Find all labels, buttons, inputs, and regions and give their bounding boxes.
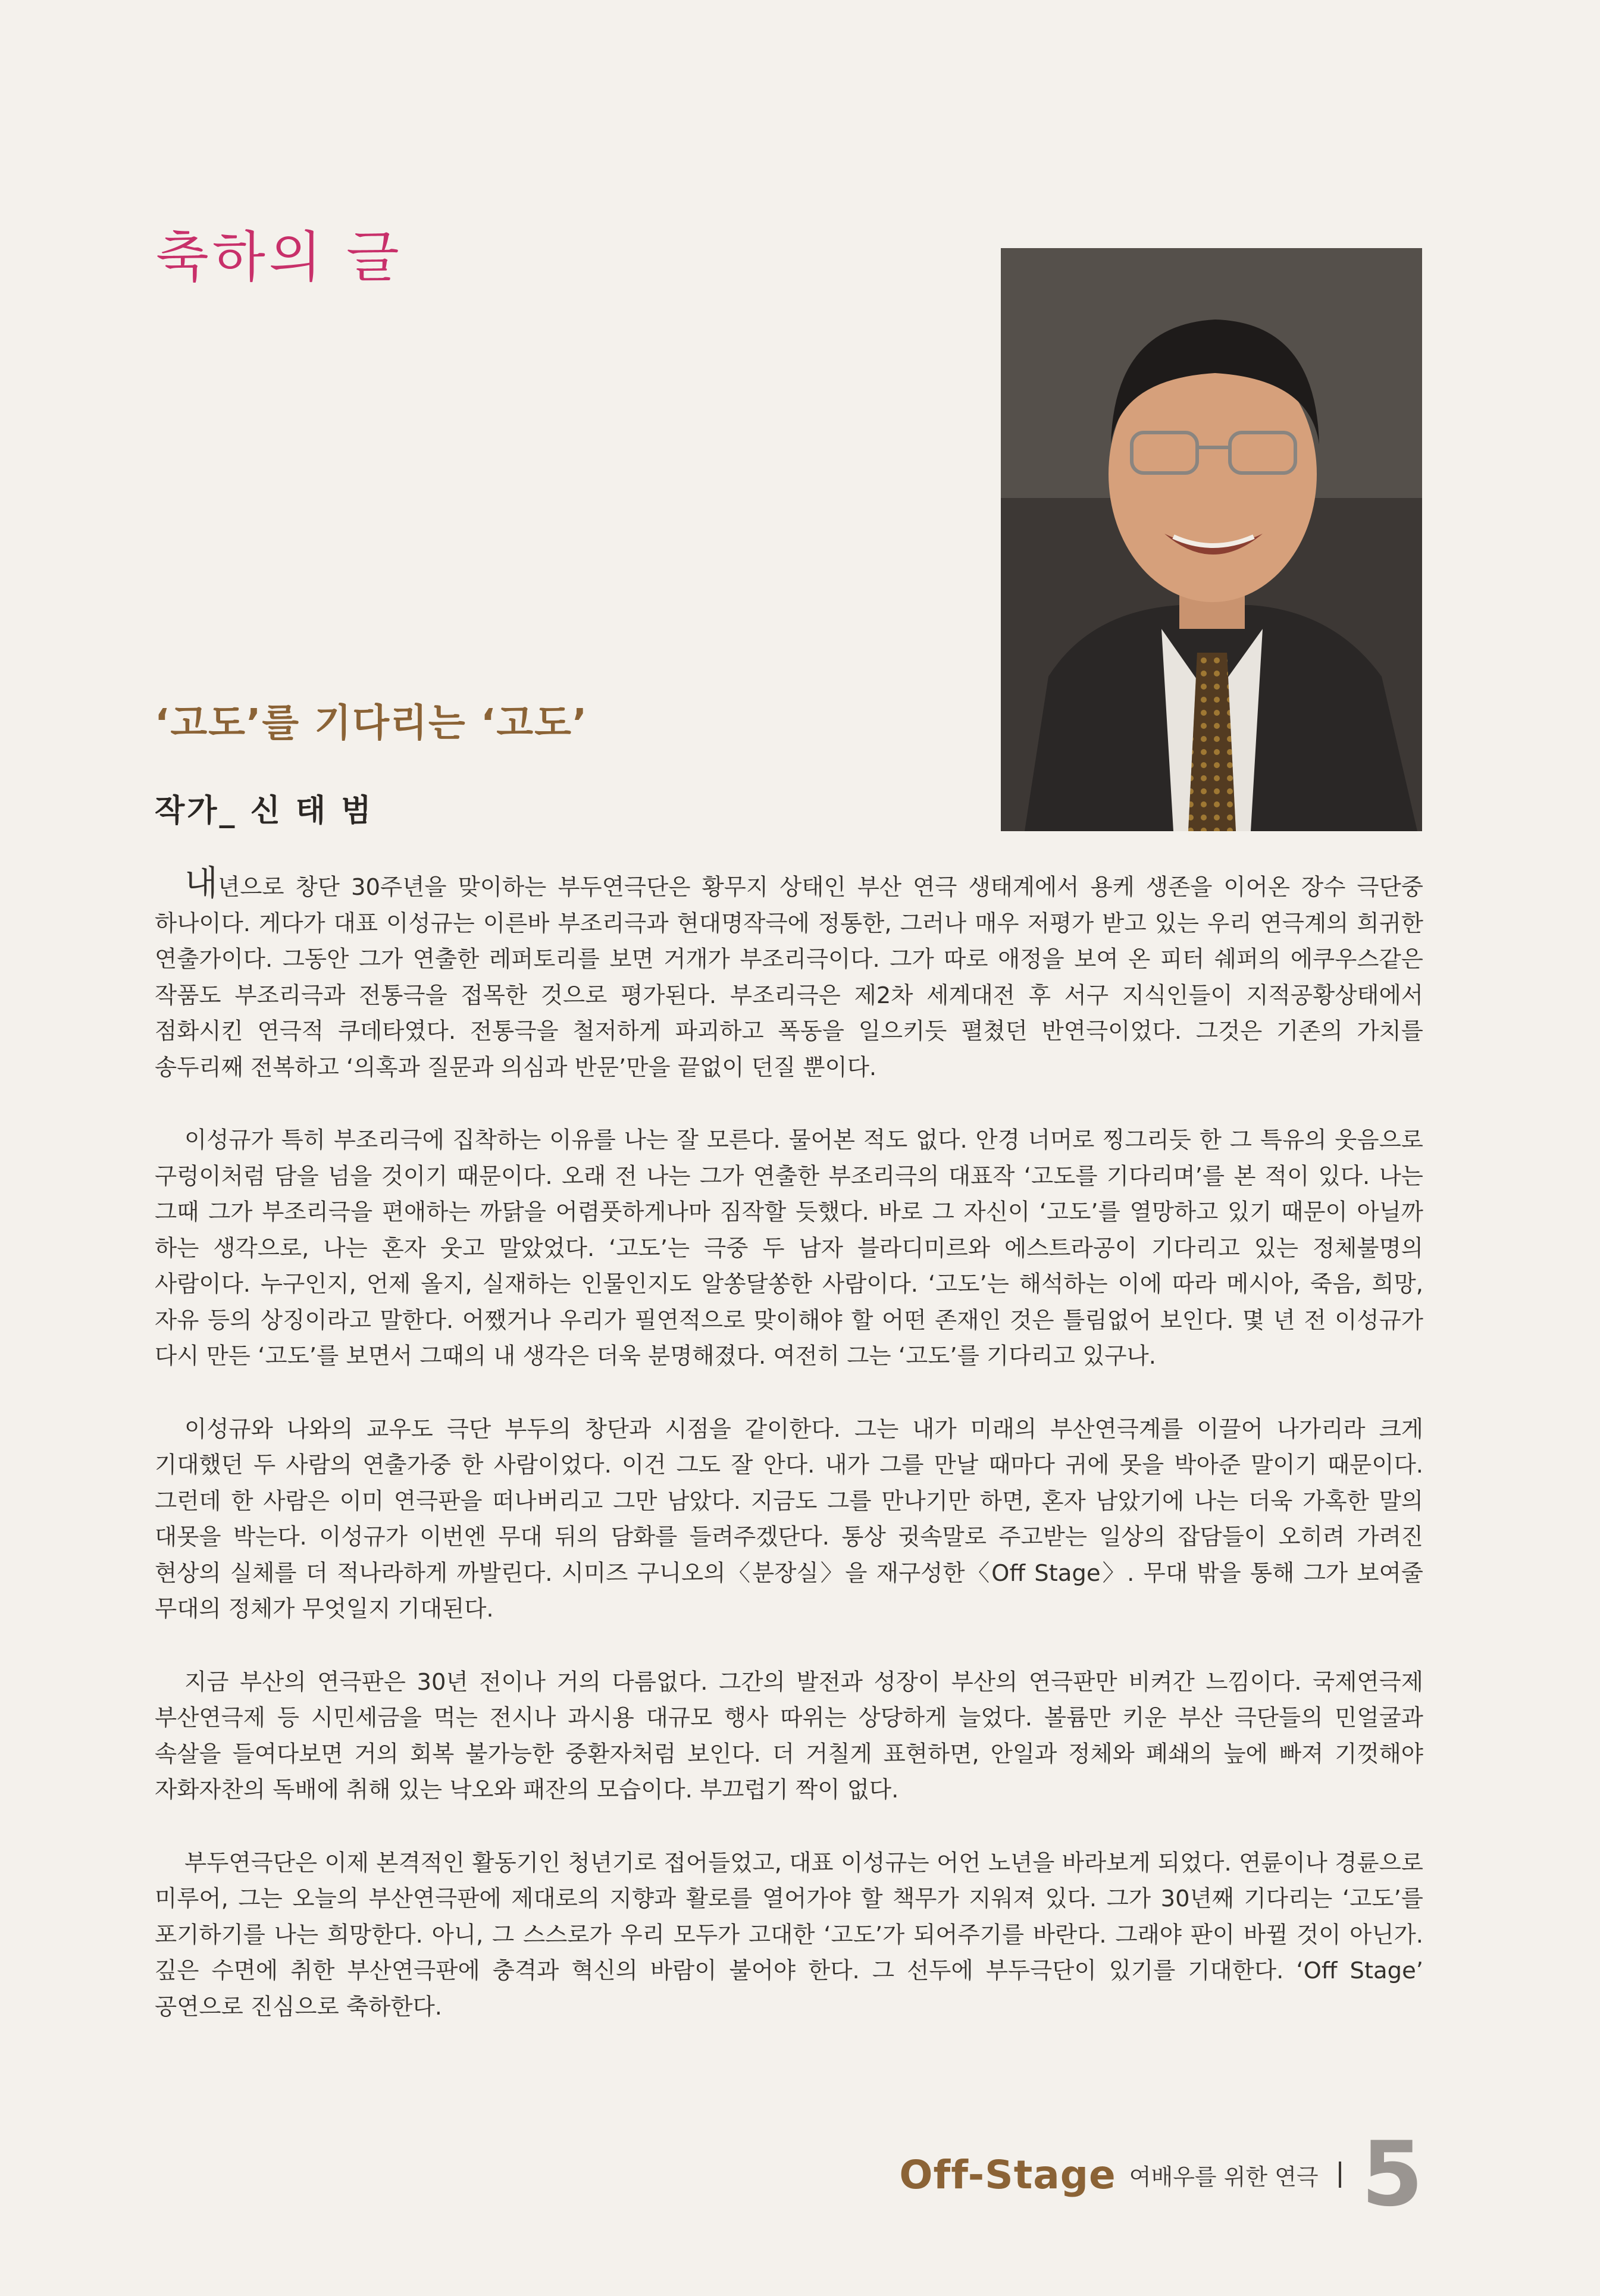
- dropcap: 내: [184, 863, 218, 903]
- article-title: ‘고도’를 기다리는 ‘고도’: [155, 701, 588, 746]
- author-byline: 작가_ 신 태 범: [155, 793, 374, 829]
- paragraph-1: [155, 863, 1423, 1086]
- portrait-image: [1001, 248, 1422, 831]
- paragraph-5: 부두연극단은 이제 본격적인 활동기인 청년기로 접어들었고, 대표 이성규는 어언 노년을 바라보게 되었다. 연륜이나 경륜으로 미루어, 그는 오늘의 부산연극판에 제대로의 지향과 활로를 열어가야 할 책무가 지워져 있다. 그가 30년째 기다리는 ‘고도’를 포기하기를 나는 희망한다. 아니, 그 스스로가 우리 모두가 고대한 ‘고도’가 되어주기를 바란다. 그래야 판이 바뀔 것이 아닌가. 깊은 수면에 취한 부산연극판에 충격과 혁신의 바람이 불어야 한다. 그 선두에 부두극단이 있기를 기대한다. ‘Off Stage’ 공연으로 진심으로 축하한다.: [155, 1849, 1423, 2021]
- footer-divider: [1339, 2162, 1341, 2188]
- paragraph-2: 이성규가 특히 부조리극에 집착하는 이유를 나는 잘 모른다. 물어본 적도 없다. 안경 너머로 찡그리듯 한 그 특유의 웃음으로 구렁이처럼 담을 넘을 것이기 때문이다. 오래 전 나는 그가 연출한 부조리극의 대표작 ‘고도를 기다리며’를 본 적이 있다. 나는 그때 그가 부조리극을 편애하는 까닭을 어렴풋하게나마 짐작할 듯했다. 바로 그 자신이 ‘고도’를 열망하고 있기 때문이 아닐까 하는 생각으로, 나는 혼자 웃고 말았었다. ‘고도’는 극중 두 남자 블라디미르와 에스트라공이 기다리고 있는 정체불명의 사람이다. 누구인지, 언제 올지, 실재하는 인물인지도 알쏭달쏭한 사람이다. ‘고도’는 해석하는 이에 따라 메시아, 죽음, 희망, 자유 등의 상징이라고 말한다. 어쨌거나 우리가 필연적으로 맞이해야 할 어떤 존재인 것은 틀림없어 보인다. 몇 년 전 이성규가 다시 만든 ‘고도’를 보면서 그때의 내 생각은 더욱 분명해졌다. 여전히 그는 ‘고도’를 기다리고 있구나.: [155, 1127, 1423, 1370]
- page-number: 5: [1361, 2123, 1423, 2226]
- paragraph-3: 이성규와 나와의 교우도 극단 부두의 창단과 시점을 같이한다. 그는 내가 미래의 부산연극계를 이끌어 나가리라 크게 기대했던 두 사람의 연출가중 한 사람이었다. 이건 그도 잘 안다. 내가 그를 만날 때마다 귀에 못을 박아준 말이기 때문이다. 그런데 한 사람은 이미 연극판을 떠나버리고 그만 남았다. 지금도 그를 만나기만 하면, 혼자 남았기에 나는 더욱 가혹한 말의 대못을 박는다. 이성규가 이번엔 무대 뒤의 담화를 들려주겠단다. 통상 귓속말로 주고받는 일상의 잡담들이 오히려 가려진 현상의 실체를 더 적나라하게 까발린다. 시미즈 구니오의〈분장실〉을 재구성한〈Off Stage〉. 무대 밖을 통해 그가 보여줄 무대의 정체가 무엇일지 기대된다.: [155, 1415, 1423, 1622]
- footer-subtitle: 여배우를 위한 연극: [1129, 2163, 1319, 2190]
- footer-brand: Off-Stage: [899, 2151, 1116, 2198]
- paragraph-4: 지금 부산의 연극판은 30년 전이나 거의 다름없다. 그간의 발전과 성장이 부산의 연극판만 비켜간 느낌이다. 국제연극제 부산연극제 등 시민세금을 먹는 전시나 과시용 대규모 행사 따위는 상당하게 늘었다. 볼륨만 키운 부산 극단들의 민얼굴과 속살을 들여다보면 거의 회복 불가능한 중환자처럼 보인다. 더 거칠게 표현하면, 안일과 정체와 폐쇄의 늪에 빠져 기껏해야 자화자찬의 독배에 취해 있는 낙오와 패잔의 모습이다. 부끄럽기 짝이 없다.: [155, 1668, 1423, 1803]
- section-label: 축하의 글: [156, 225, 403, 289]
- page-footer: [899, 2123, 1423, 2226]
- article-body: [155, 863, 1423, 2062]
- author-portrait: [1001, 248, 1422, 831]
- paragraph-text: 년으로 창단 30주년을 맞이하는 부두연극단은 황무지 상태인 부산 연극 생태계에서 용케 생존을 이어온 장수 극단중 하나이다. 게다가 대표 이성규는 이른바 부조리극과 현대명작극에 정통한, 그러나 매우 저평가 받고 있는 우리 연극계의 희귀한 연출가이다. 그동안 그가 연출한 레퍼토리를 보면 거개가 부조리극이다. 그가 따로 애정을 보여 온 피터 쉐퍼의 에쿠우스같은 작품도 부조리극과 전통극을 접목한 것으로 평가된다. 부조리극은 제2차 세계대전 후 서구 지식인들이 지적공황상태에서 점화시킨 연극적 쿠데타였다. 전통극을 철저하게 파괴하고 폭동을 일으키듯 펼쳤던 반연극이었다. 그것은 기존의 가치를 송두리째 전복하고 ‘의혹과 질문과 의심과 반문’만을 끝없이 던질 뿐이다.: [155, 874, 1423, 1081]
